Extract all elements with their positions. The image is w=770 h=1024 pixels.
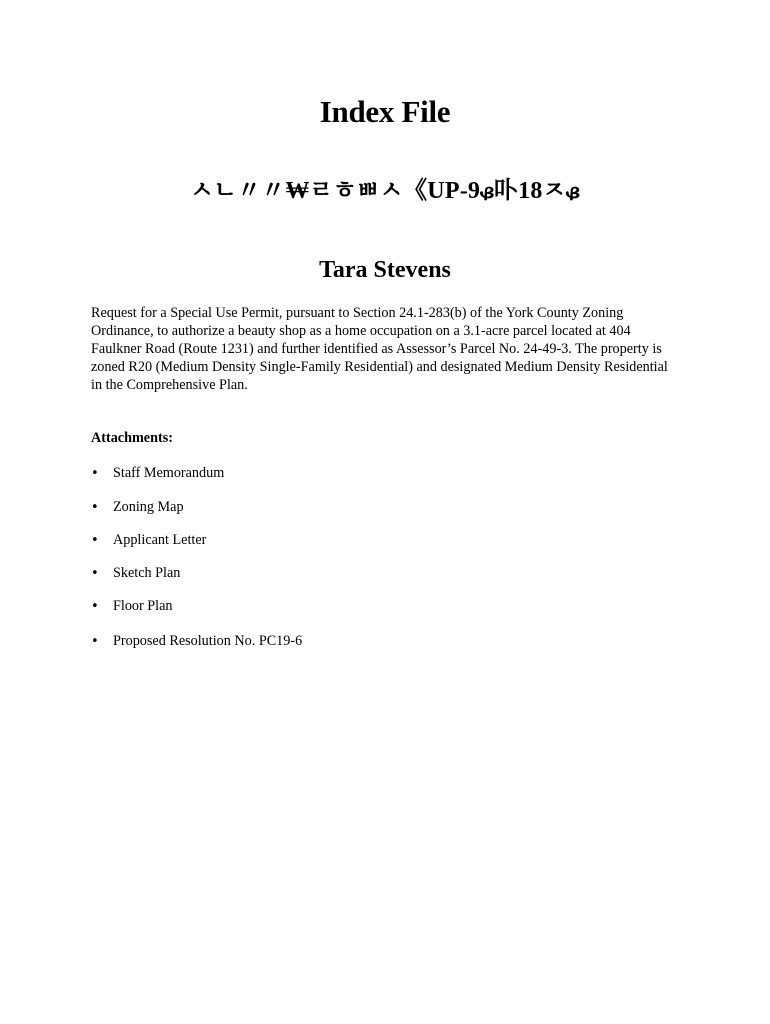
attachment-label: Zoning Map bbox=[113, 499, 184, 515]
bullet-icon: • bbox=[91, 500, 99, 515]
attachment-label: Sketch Plan bbox=[113, 565, 181, 581]
attachment-item-proposed-resolution bbox=[91, 631, 302, 652]
bullet-icon: • bbox=[91, 634, 99, 649]
attachment-item-floor-plan bbox=[91, 596, 173, 617]
attachment-label: Proposed Resolution No. PC19-6 bbox=[113, 633, 303, 649]
bullet-icon: • bbox=[91, 466, 99, 481]
request-description: Request for a Special Use Permit, pursuant to Section 24.1-283(b) of the York County Zoning Ordinance, to authorize a beauty shop as a home occupation on a 3.1-acre parcel located at 404 Faulkner Road (Route 1231) and further identified as Assessor’s Parcel No. 24-49-3. The property is zoned R20 (Medium Density Single-Family Residential) and designated Medium Density Residential in the Comprehensive Plan. bbox=[91, 305, 668, 394]
attachment-item-applicant-letter bbox=[91, 530, 206, 551]
attachment-label: Floor Plan bbox=[113, 598, 173, 614]
bullet-icon: • bbox=[91, 599, 99, 614]
applicant-name: Tara Stevens bbox=[319, 257, 451, 283]
attachment-item-sketch-plan bbox=[91, 563, 180, 584]
attachment-label: Staff Memorandum bbox=[113, 465, 225, 481]
attachments-heading: Attachments: bbox=[91, 430, 173, 446]
bullet-icon: • bbox=[91, 566, 99, 581]
document-title: Index File bbox=[319, 94, 451, 129]
case-number: ㅅㄴ〃〃₩ㄹㅎㅃㅅ《UP-9ᏸ卟18ㅈᏸ bbox=[190, 178, 580, 204]
attachment-item-staff-memorandum bbox=[91, 463, 224, 484]
bullet-icon: • bbox=[91, 533, 99, 548]
attachment-label: Applicant Letter bbox=[113, 532, 207, 548]
attachment-item-zoning-map bbox=[91, 497, 184, 518]
